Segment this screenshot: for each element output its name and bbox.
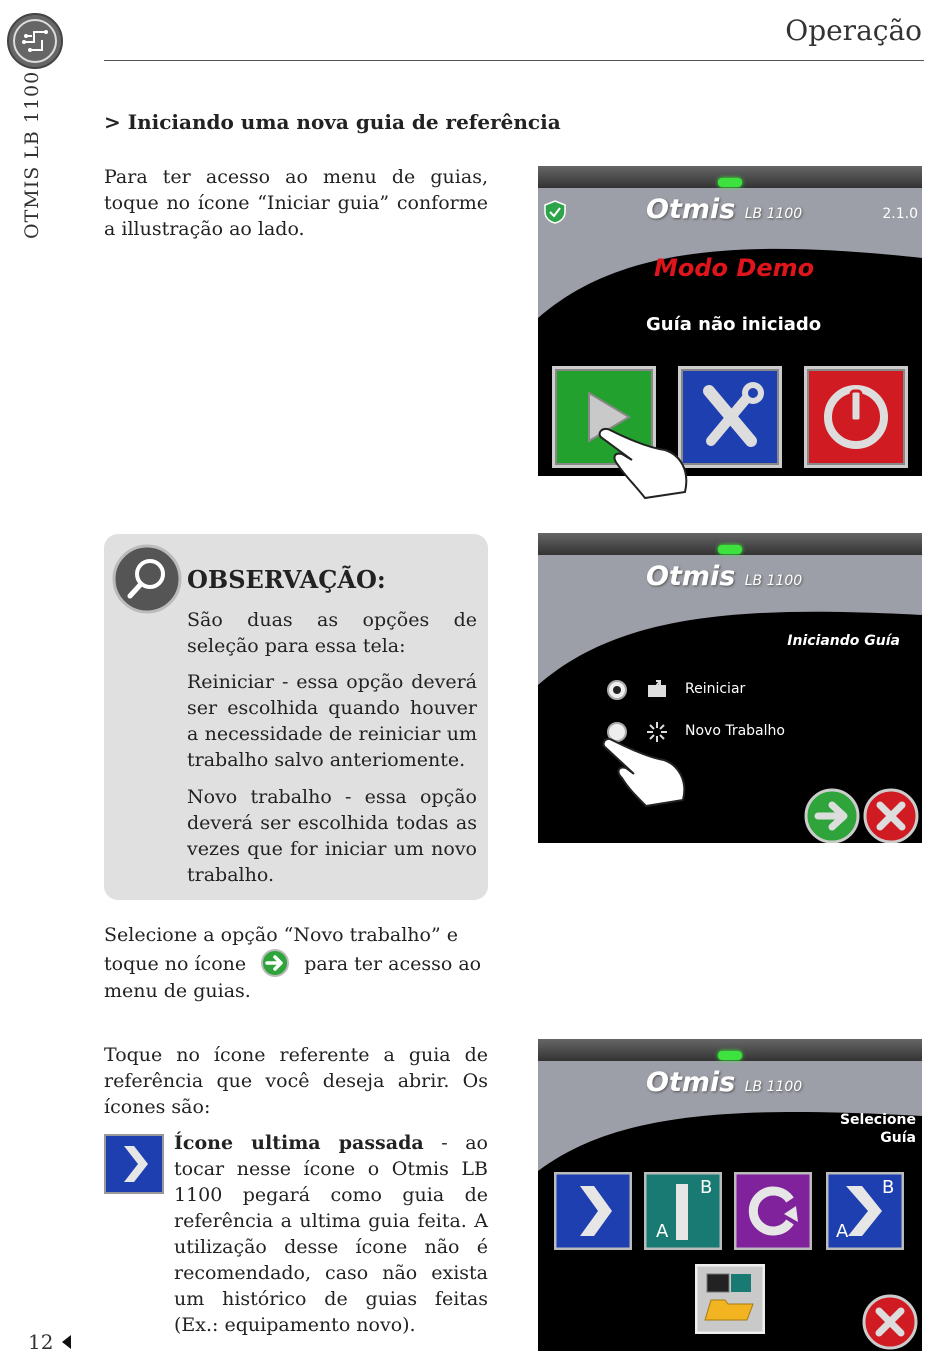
option-reiniciar-label[interactable]: Reiniciar bbox=[685, 681, 746, 697]
point-a-label: A bbox=[836, 1221, 849, 1242]
last-pass-icon bbox=[104, 1134, 164, 1194]
device-screen-start-guide bbox=[538, 533, 922, 843]
device-screen-select-guide bbox=[538, 1039, 922, 1351]
screen-title: Iniciando Guía bbox=[787, 633, 900, 649]
page-number: 12 bbox=[28, 1330, 72, 1354]
intro-paragraph: Para ter acesso ao menu de guias, toque no ícone “Iniciar guia” conforme a illustração ao lado. bbox=[104, 166, 488, 240]
status-led bbox=[718, 178, 742, 187]
select-new-work-paragraph: Selecione a opção “Novo trabalho” e toque no ícone para ter acesso ao menu de guias. bbox=[104, 924, 482, 1002]
observation-paragraph: São duas as opções de seleção para essa tela: bbox=[187, 609, 477, 657]
header-divider bbox=[104, 60, 924, 61]
next-arrow-icon bbox=[260, 948, 290, 978]
section-heading: > Iniciando uma nova guia de referência bbox=[104, 110, 561, 134]
brand-logo: Otmis LB 1100 bbox=[646, 561, 803, 592]
guide-icons-paragraph: Toque no ícone referente a guia de referência que você deseja abrir. Os ícones são: bbox=[104, 1044, 488, 1118]
last-pass-description: Ícone ultima passada - ao tocar nesse ícone o Otmis LB 1100 pegará como guia de referência a ultima guia feita. A utilização desse ícone não é recomendado, caso não exista um histórico de guias feitas (Ex.: equipamento novo). bbox=[174, 1132, 488, 1336]
pointing-hand-icon bbox=[590, 410, 700, 500]
circular-guide-button[interactable] bbox=[734, 1172, 812, 1250]
pointing-hand-icon bbox=[598, 730, 693, 810]
point-b-label: B bbox=[700, 1177, 713, 1198]
screen-title: Selecione Guía bbox=[839, 1112, 916, 1146]
point-b-label: B bbox=[882, 1177, 895, 1198]
brand-logo: Otmis LB 1100 bbox=[646, 194, 803, 225]
cancel-button[interactable] bbox=[863, 788, 919, 843]
observation-title: OBSERVAÇÃO: bbox=[187, 565, 386, 594]
version-label: 2.1.0 bbox=[882, 206, 918, 222]
magnifier-icon bbox=[112, 544, 182, 614]
next-arrow-button[interactable] bbox=[804, 788, 860, 843]
status-led bbox=[718, 1051, 742, 1060]
shield-icon bbox=[544, 200, 566, 224]
point-a-label: A bbox=[656, 1221, 669, 1242]
option-novo-trabalho-label[interactable]: Novo Trabalho bbox=[685, 723, 785, 739]
power-icon bbox=[807, 369, 905, 465]
open-folder-button[interactable] bbox=[695, 1264, 765, 1334]
last-pass-button[interactable] bbox=[554, 1172, 632, 1250]
guide-status-label: Guía não iniciado bbox=[646, 314, 822, 335]
observation-paragraph: Novo trabalho - essa opção deverá ser escolhida todas as vezes que for iniciar um novo trabalho. bbox=[187, 786, 477, 886]
demo-mode-label: Modo Demo bbox=[654, 254, 815, 282]
left-triangle-icon bbox=[60, 1334, 72, 1350]
side-product-title: OTMIS LB 1100 bbox=[21, 70, 43, 239]
status-led bbox=[718, 545, 742, 554]
brand-logo: Otmis LB 1100 bbox=[646, 1067, 803, 1098]
page-title: Operação bbox=[785, 14, 922, 47]
cancel-button[interactable] bbox=[862, 1294, 918, 1350]
circuit-logo-icon bbox=[6, 12, 64, 70]
radio-reiniciar[interactable] bbox=[606, 679, 628, 701]
folder-share-icon bbox=[646, 677, 668, 699]
power-button[interactable] bbox=[804, 366, 908, 468]
observation-paragraph: Reiniciar - essa opção deverá ser escolhida quando houver a necessidade de reiniciar um trabalho salvo anteriomente. bbox=[187, 671, 477, 771]
